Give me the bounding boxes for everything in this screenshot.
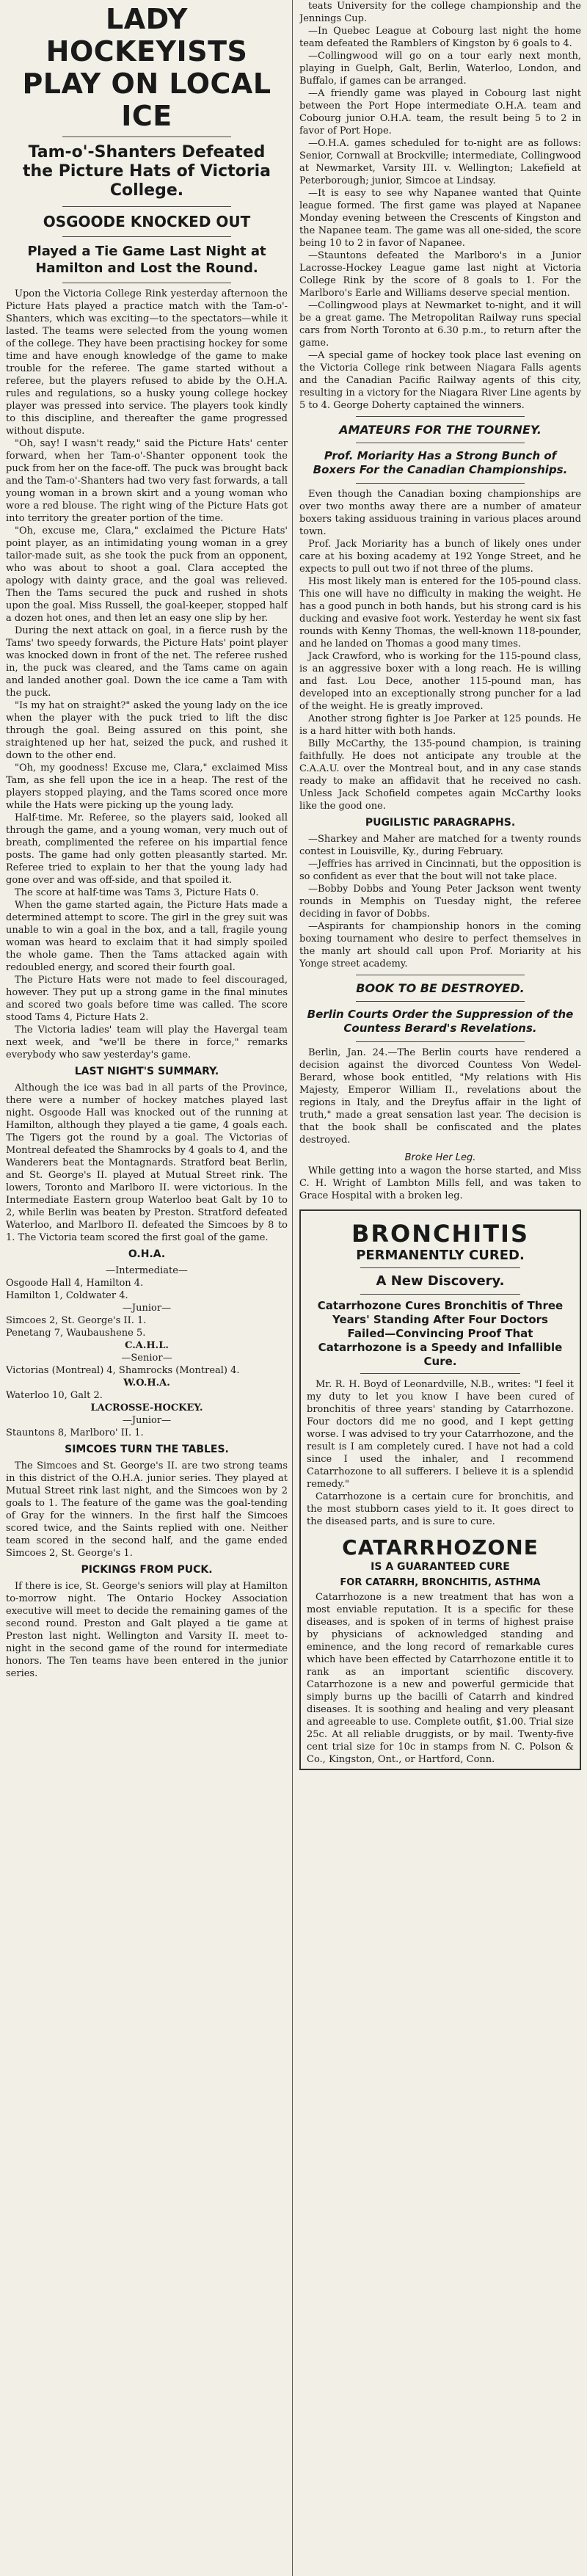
result-line: —Junior— xyxy=(122,1303,172,1314)
result-line: Victorias (Montreal) 4, Shamrocks (Montreal) 4. xyxy=(6,1365,240,1376)
paragraph: Upon the Victoria College Rink yesterday afternoon the Picture Hats played a practice match with the Tam-o'-Shanters, which was exciting—to the spectators—while it lasted. The teams were selected from the young women of the college. They have been practising hockey for some time and have enough knowledge of the game to make trouble for the referee. The game started without a referee, but the players refused to abide by the O.H.A. rules and regulations, so a husky young college hockey player was pressed into service. The players took kindly to this discipline, and thereafter the game progressed without dispute. xyxy=(6,288,288,437)
paragraph: —Bobby Dobbs and Young Peter Jackson went twenty rounds in Memphis on Tuesday night, the referee deciding in favor of Dobbs. xyxy=(299,884,581,920)
paragraph: —Sharkey and Maher are matched for a twenty rounds contest in Louisville, Ky., during February. xyxy=(299,834,581,857)
paragraph: —O.H.A. games scheduled for to-night are as follows: Senior, Cornwall at Brockville; intermediate, Collingwood at Newmarket, Varsity III. v. Wellington; Lakefield at Peterborough; junior, Simcoe at Lindsay. xyxy=(299,138,581,186)
amateurs-subheading: Prof. Moriarity Has a Strong Bunch of Boxers For the Canadian Championships. xyxy=(313,449,568,476)
amateurs-heading: AMATEURS FOR THE TOURNEY. xyxy=(339,423,542,437)
ad-guarantee: IS A GUARANTEED CURE xyxy=(371,1561,510,1573)
paragraph: When the game started again, the Picture Hats made a determined attempt to score. The girl in the grey suit was unable to win a goal in the box, and a tall, fragile young woman was heard to exclaim that it had simply spoiled the whole game. Then the Tams attacked again with redoubled energy, and scored their fourth goal. xyxy=(6,900,288,973)
paragraph: "Is my hat on straight?" asked the young lady on the ice when the player with the puck tried to lift the disc through the goal. Being assured on this point, she straightened up her hat, seized the puck, and rushed it down to the other end. xyxy=(6,700,288,761)
hockey-notes xyxy=(299,0,581,412)
pugilistic-heading: PUGILISTIC PARAGRAPHS. xyxy=(365,817,516,829)
result-line: —Intermediate— xyxy=(106,1265,188,1276)
ad-discovery-heading: A New Discovery. xyxy=(376,1273,505,1289)
paragraph: —A friendly game was played in Cobourg last night between the Port Hope intermediate O.H.A. team and Cobourg junior O.H.A. team, the result being 5 to 2 in favor of Port Hope. xyxy=(299,88,581,137)
ad-lead: Catarrhozone Cures Bronchitis of Three Years' Standing After Four Doctors Failed—Convincing Proof That Catarrhozone is a Speedy and Infallible Cure. xyxy=(317,1299,564,1368)
column-rule xyxy=(292,0,293,2576)
result-line: C.A.H.L. xyxy=(125,1340,169,1351)
paragraph: The score at half-time was Tams 3, Picture Hats 0. xyxy=(15,887,259,898)
catarrhozone-advertisement xyxy=(299,1209,581,1770)
divider xyxy=(62,206,231,207)
hockey-article-body xyxy=(6,288,288,1061)
divider xyxy=(356,416,525,417)
paragraph: During the next attack on goal, in a fierce rush by the Tams' two speedy forwards, the Picture Hats' point player was knocked down in front of the net. The referee rushed in, the puck was cleared, and the Tams came on again and landed another goal. Down the ice came a Tam with the puck. xyxy=(6,625,288,699)
result-line: Penetang 7, Waubaushene 5. xyxy=(6,1328,146,1339)
paragraph: While getting into a wagon the horse started, and Miss C. H. Wright of Lambton Mills fell, and was taken to Grace Hospital with a broken leg. xyxy=(299,1165,581,1201)
ad-brand-bronchitis: BRONCHITIS xyxy=(351,1220,529,1248)
paragraph: —Aspirants for championship honors in the coming boxing tournament who desire to perfect themselves in the manly art should call upon Prof. Moriarity at his Yonge street academy. xyxy=(299,921,581,969)
paragraph: Catarrhozone is a new treatment that has won a most enviable reputation. It is a specific for these diseases, and is spoken of in terms of highest praise by physicians of acknowledged standing and eminence, and the long record of remarkable cures which have been effected by Catarrhozone entitle it to rank as an important scientific discovery. Catarrhozone is a new and powerful germicide that simply burns up the bacilli of Catarrh and kindred diseases. It is soothing and healing and very pleasant and agreeable to use. Complete outfit, $1.00. Trial size 25c. At all reliable druggists, or by mail. Twenty-five cent trial size for 10c in stamps from N. C. Polson & Co., Kingston, Ont., or Hartford, Conn. xyxy=(307,1592,574,1765)
paragraph: "Oh, say! I wasn't ready," said the Picture Hats' center forward, when her Tam-o'-Shanter opponent took the puck from her on the face-off. The puck was brought back and the Tam-o'-Shanters had two very fast forwards, a tall young woman in a brown skirt and a young woman who wore a red blouse. The right wing of the Picture Hats got into territory the greater portion of the time. xyxy=(6,438,288,524)
divider xyxy=(360,1267,520,1268)
divider xyxy=(360,1373,520,1374)
result-line: LACROSSE-HOCKEY. xyxy=(90,1402,203,1413)
divider xyxy=(356,1001,525,1002)
main-headline: LADY HOCKEYISTS PLAY ON LOCAL ICE xyxy=(22,3,271,132)
paragraph: His most likely man is entered for the 105-pound class. This one will have no difficulty in making the weight. He has a good punch in both hands, but his strong card is his ducking and evasive foot work. Yesterday he went six fast rounds with Kenny Thomas, the well-known 118-pounder, and he landed on Thomas a good many times. xyxy=(299,576,581,650)
ad-brand-catarrhozone: CATARRHOZONE xyxy=(342,1535,539,1560)
paragraph: "Oh, my goodness! Excuse me, Clara," exclaimed Miss Tam, as she fell upon the ice in a heap. The rest of the players stopped playing, and the Tams scored once more while the Hats were picking up the young lady. xyxy=(6,763,288,811)
paragraph: —Jeffries has arrived in Cincinnati, but the opposition is so confident as ever that the bout will not take place. xyxy=(299,859,581,882)
puck-pickings-paragraph: If there is ice, St. George's seniors will play at Hamilton to-morrow night. The Ontario Hockey Association executive will meet to decide the remaining games of the second round. Preston and Galt played a tie game at Preston last night. Wellington and Varsity II. meet to-night in the second game of the round for intermediate honors. The Ten teams have been entered in the junior series. xyxy=(6,1581,288,1679)
amateurs-body xyxy=(299,488,581,812)
simcoes-heading: SIMCOES TURN THE TABLES. xyxy=(65,1444,229,1455)
deck-tam-o-shanters: Tam-o'-Shanters Defeated the Picture Hats of Victoria College. xyxy=(22,143,271,200)
paragraph: —Collingwood plays at Newmarket to-night, and it will be a great game. The Metropolitan Railway runs special cars from North Toronto at 6.30 p.m., to return after the game. xyxy=(299,300,581,349)
book-subheading: Berlin Courts Order the Suppression of the Countess Berard's Revelations. xyxy=(307,1008,574,1035)
right-column xyxy=(299,0,581,2576)
paragraph: Even though the Canadian boxing championships are over two months away there are a number of amateur boxers taking assiduous training in various places around town. xyxy=(299,489,581,537)
results-heading: O.H.A. xyxy=(128,1248,166,1260)
ad-ailments: FOR CATARRH, BRONCHITIS, ASTHMA xyxy=(340,1577,541,1588)
paragraph: Another strong fighter is Joe Parker at 125 pounds. He is a hard hitter with both hands. xyxy=(299,713,581,737)
broke-leg-heading: Broke Her Leg. xyxy=(404,1152,476,1163)
result-line: Simcoes 2, St. George's II. 1. xyxy=(6,1315,147,1326)
divider xyxy=(356,1041,525,1042)
book-heading: BOOK TO BE DESTROYED. xyxy=(356,981,525,995)
result-line: —Senior— xyxy=(121,1353,172,1364)
paragraph: —In Quebec League at Cobourg last night the home team defeated the Ramblers of Kingston by 6 goals to 4. xyxy=(299,26,581,49)
paragraph: The Victoria ladies' team will play the Havergal team next week, and "we'll be there in force," remarks everybody who saw yesterday's game. xyxy=(6,1025,288,1060)
paragraph: —Stauntons defeated the Marlboro's in a Junior Lacrosse-Hockey League game last night at Victoria College Rink by the score of 8 goals to 1. For the Marlboro's Earle and Williams deserve special mention. xyxy=(299,250,581,299)
deck-tie-game: Played a Tie Game Last Night at Hamilton and Lost the Round. xyxy=(27,244,266,276)
pugilistic-body xyxy=(299,833,581,970)
result-line: Hamilton 1, Coldwater 4. xyxy=(6,1290,128,1301)
ad-brand-subtitle: PERMANENTLY CURED. xyxy=(356,1248,525,1263)
result-line: Osgoode Hall 4, Hamilton 4. xyxy=(6,1278,144,1289)
summary-heading: LAST NIGHT'S SUMMARY. xyxy=(74,1066,219,1077)
paragraph: The Picture Hats were not made to feel discouraged, however. They put up a strong game in the final minutes and scored two goals before time was called. The score stood Tams 4, Picture Hats 2. xyxy=(6,975,288,1023)
result-line: Stauntons 8, Marlboro' II. 1. xyxy=(6,1427,144,1438)
paragraph: Catarrhozone is a certain cure for bronchitis, and the most stubborn cases yield to it. It goes direct to the diseased parts, and is sure to cure. xyxy=(307,1491,574,1527)
divider xyxy=(360,1294,520,1295)
paragraph: —Collingwood will go on a tour early next month, playing in Guelph, Galt, Berlin, Waterloo, London, and Buffalo, if games can be arranged. xyxy=(299,51,581,87)
paragraph: Prof. Jack Moriarity has a bunch of likely ones under care at his boxing academy at 192 Yonge Street, and he expects to pull out two if not three of the plums. xyxy=(299,539,581,575)
simcoes-paragraph: The Simcoes and St. George's II. are two strong teams in this district of the O.H.A. junior series. They played at Mutual Street rink last night, and the Simcoes won by 2 goals to 1. The feature of the game was the goal-tending of Gray for the winners. In the first half the Simcoes scored twice, and the Saints replied with one. Neither team scored in the second half, and the game ended Simcoes 2, St. George's 1. xyxy=(6,1460,288,1559)
paragraph: "Oh, excuse me, Clara," exclaimed the Picture Hats' point player, as an intimidating young woman in a grey tailor-made suit, as she took the puck from an opponent, who was about to shoot a goal. Clara accepted the apology with dainty grace, and the goal was relieved. Then the Tams secured the puck and rushed in shots upon the goal. Miss Russell, the goal-keeper, stopped half a dozen hot ones, and then let an easy one slip by her. xyxy=(6,525,288,624)
deck-osgoode: OSGOODE KNOCKED OUT xyxy=(43,213,251,230)
left-column xyxy=(6,0,288,2576)
divider xyxy=(62,236,231,237)
result-line: Waterloo 10, Galt 2. xyxy=(6,1390,103,1401)
paragraph: Billy McCarthy, the 135-pound champion, is training faithfully. He does not anticipate any trouble at the C.A.A.U. over the Montreal bout, and in any case stands ready to make an affidavit that he received no cash. Unless Jack Schofield competes again McCarthy looks like the good one. xyxy=(299,738,581,812)
paragraph: Jack Crawford, who is working for the 115-pound class, is an aggressive boxer with a long reach. He is willing and fast. Lou Dece, another 115-pound man, has developed into an exceptionally strong puncher for a lad of the weight. He is greatly improved. xyxy=(299,651,581,712)
paragraph: —It is easy to see why Napanee wanted that Quinte league formed. The first game was played at Napanee Monday evening between the Crescents of Kingston and the Napanee team. The game was all one-sided, the score being 10 to 2 in favor of Napanee. xyxy=(299,188,581,249)
result-line: W.O.H.A. xyxy=(123,1378,170,1389)
puck-pickings-heading: PICKINGS FROM PUCK. xyxy=(81,1564,213,1576)
summary-paragraph: Although the ice was bad in all parts of the Province, there were a number of hockey matches played last night. Osgoode Hall was knocked out of the running at Hamilton, although they played a tie game, 4 goals each. The Tigers got the round by a goal. The Victorias of Montreal defeated the Shamrocks by 4 goals to 4, and the Wanderers beat the Montagnards. Stratford beat Berlin, and St. George's II. played at Mutual Street rink. The lowers, Toronto and Marlboro II. were victorious. In the Intermediate Eastern group Waterloo beat Galt by 10 to 2, while Berlin was beaten by Preston. Stratford defeated Waterloo, and Marlboro II. defeated the Simcoes by 8 to 1. The Victoria team scored the first goal of the game. xyxy=(6,1083,288,1243)
paragraph: —A special game of hockey took place last evening on the Victoria College rink between Niagara Falls agents and the Canadian Pacific Railway agents of this city, resulting in a victory for the Niagara River Line agents by 5 to 4. George Doherty captained the winners. xyxy=(299,350,581,411)
divider xyxy=(356,483,525,484)
paragraph: Half-time. Mr. Referee, so the players said, looked all through the game, and a young woman, very much out of breath, complimented the referee on his impartial fence posts. The game had only gotten pleasantly started. Mr. Referee tried to explain to her that the young lady had gone over and was off-side, and that spoiled it. xyxy=(6,812,288,886)
paragraph: Berlin, Jan. 24.—The Berlin courts have rendered a decision against the divorced Countess Von Wedel-Berard, whose book entitled, "My relations with His Majesty, Emperor William II., revelations about the regions in Italy, and the Dreyfus affair in the light of truth," made a great sensation last year. The decision is that the book shall be confiscated and the plates destroyed. xyxy=(299,1047,581,1146)
result-line: —Junior— xyxy=(122,1415,172,1426)
results-list xyxy=(6,1265,288,1439)
paragraph: teats University for the college championship and the Jennings Cup. xyxy=(299,1,581,24)
paragraph: Mr. R. H. Boyd of Leonardville, N.B., writes: "I feel it my duty to let you know I have been cured of bronchitis of three years' standing by Catarrhozone. Four doctors did me no good, and I kept getting worse. I was advised to try your Catarrhozone, and the result is I am completely cured. I have not had a cold since I used the inhaler, and I recommend Catarrhozone to all sufferers. I believe it is a splendid remedy." xyxy=(307,1379,574,1490)
